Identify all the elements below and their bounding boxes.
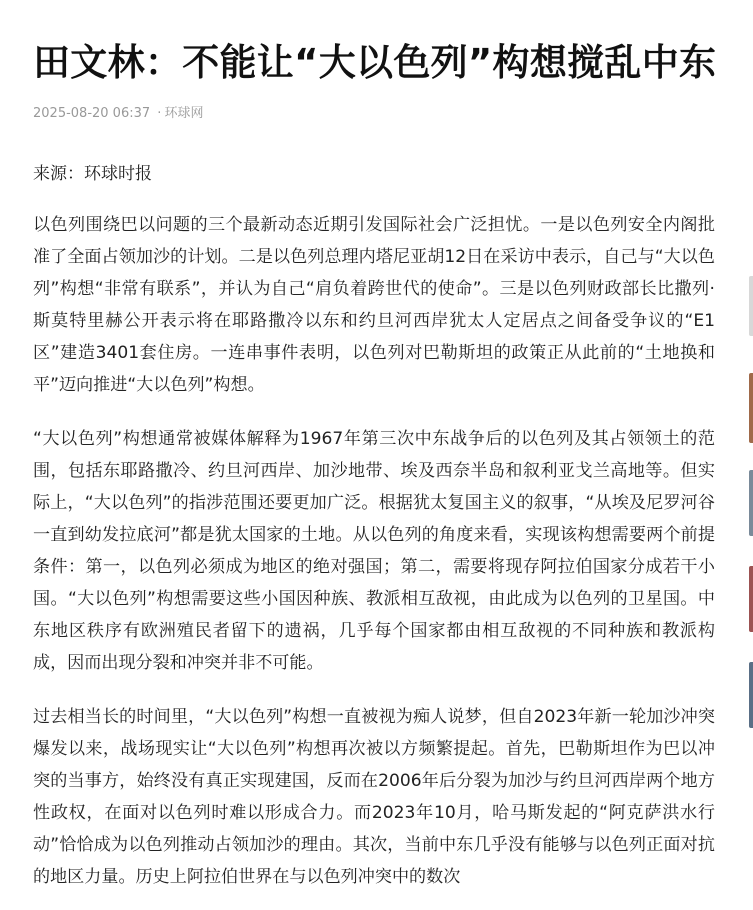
- thumbnail[interactable]: [749, 662, 753, 728]
- article: [33, 0, 715, 910]
- publish-date: 2025-08-20 06:37: [33, 106, 151, 121]
- thumbnail[interactable]: [749, 276, 753, 336]
- thumbnail[interactable]: [749, 373, 753, 443]
- paragraph-2: “大以色列”构想通常被媒体解释为1967年第三次中东战争后的以色列及其占领领土的范围，包括东耶路撒冷、约旦河西岸、加沙地带、埃及西奈半岛和叙利亚戈兰高地等。但实际上，“大以色列”的指涉范围还要更加广泛。根据犹太复国主义的叙事，“从埃及尼罗河谷一直到幼发拉底河”都是犹太国家的土地。从以色列的角度来看，实现该构想需要两个前提条件：第一，以色列必须成为地区的绝对强国；第二，需要将现存阿拉伯国家分成若干小国。“大以色列”构想需要这些小国因种族、教派相互敌视，由此成为以色列的卫星国。中东地区秩序有欧洲殖民者留下的遗祸，几乎每个国家都由相互敌视的不同种族和教派构成，因而出现分裂和冲突并非不可能。: [33, 429, 715, 673]
- article-meta: [33, 105, 715, 123]
- publisher-link[interactable]: 环球网: [164, 106, 204, 121]
- thumbnail[interactable]: [749, 470, 753, 536]
- paragraph-3: 过去相当长的时间里，“大以色列”构想一直被视为痴人说梦，但自2023年新一轮加沙冲突爆发以来，战场现实让“大以色列”构想再次被以方频繁提起。首先，巴勒斯坦作为巴以冲突的当事方，始终没有真正实现建国，反而在2006年后分裂为加沙与约旦河西岸两个地方性政权，在面对以色列时难以形成合力。而2023年10月，哈马斯发起的“阿克萨洪水行动”恰恰成为以色列推动占领加沙的理由。其次，当前中东几乎没有能够与以色列正面对抗的地区力量。历史上阿拉伯世界在与以色列冲突中的数次: [33, 707, 715, 887]
- source-line: 来源：环球时报: [33, 164, 152, 184]
- paragraph-1: 以色列围绕巴以问题的三个最新动态近期引发国际社会广泛担忧。一是以色列安全内阁批准了全面占领加沙的计划。二是以色列总理内塔尼亚胡12日在采访中表示，自己与“大以色列”构想“非常有联系”，并认为自己“肩负着跨世代的使命”。三是以色列财政部长比撒列·斯莫特里赫公开表示将在耶路撒冷以东和约旦河西岸犹太人定居点之间备受争议的“E1区”建造3401套住房。一连串事件表明，以色列对巴勒斯坦的政策正从此前的“土地换和平”迈向推进“大以色列”构想。: [33, 215, 715, 395]
- thumbnail[interactable]: [749, 566, 753, 632]
- side-rail-thumbnails: [749, 0, 753, 847]
- meta-separator: ·: [157, 106, 162, 121]
- article-title: 田文林：不能让“大以色列”构想搅乱中东: [33, 41, 717, 84]
